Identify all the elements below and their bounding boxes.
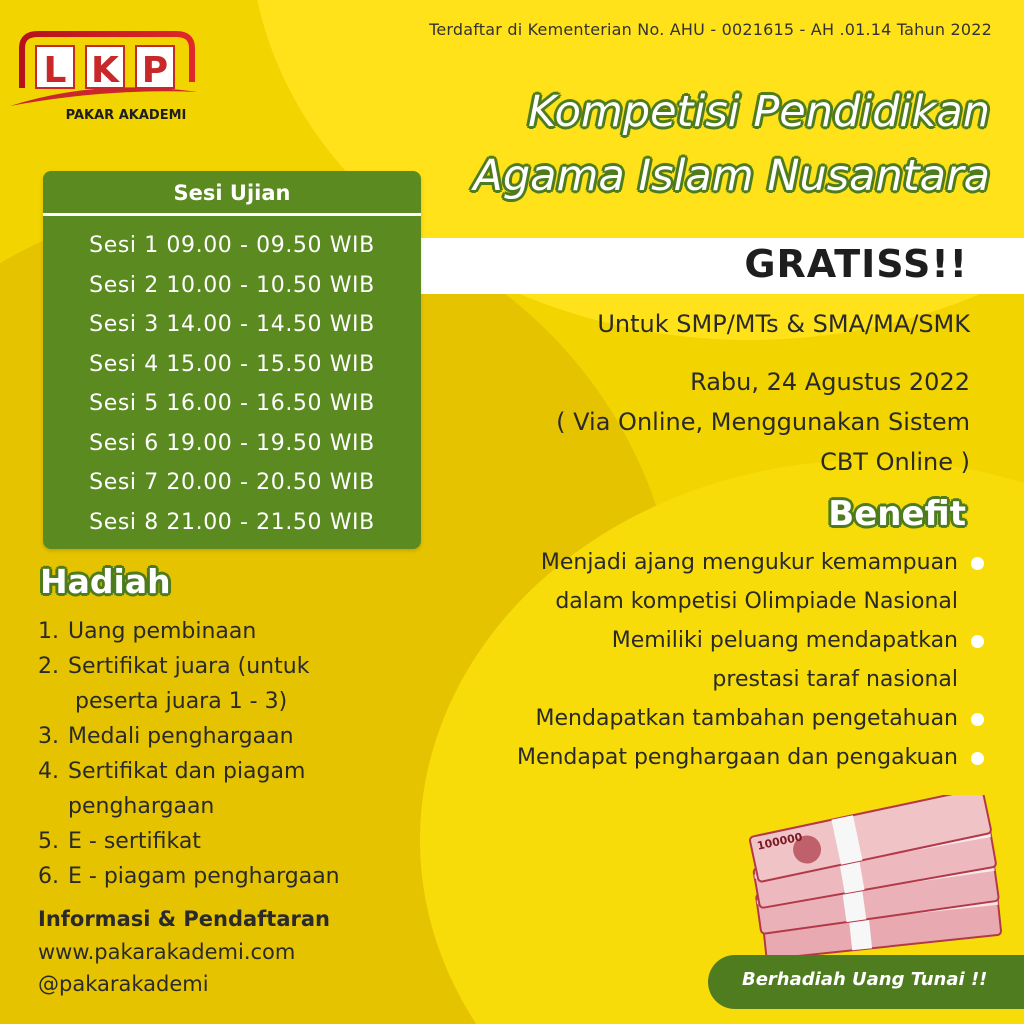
cash-prize-badge	[708, 955, 1024, 1009]
hadiah-text	[68, 649, 418, 719]
event-date: Rabu, 24 Agustus 2022	[690, 368, 970, 396]
hadiah-text-line: Sertifikat juara (untuk	[68, 654, 310, 679]
hadiah-item	[38, 754, 418, 824]
benefit-item	[430, 738, 990, 777]
hadiah-text: Medali penghargaan	[68, 724, 294, 749]
cash-prize-text: Berhadiah Uang Tunai !!	[742, 969, 988, 990]
bullet-icon	[971, 713, 984, 726]
title-line: Kompetisi Pendidikan	[527, 87, 990, 137]
money-note-value: 100000	[755, 830, 804, 853]
sesi-row: Sesi 3 14.00 - 14.50 WIB	[89, 312, 375, 337]
event-info	[430, 362, 970, 482]
gratis-text: GRATISS!!	[744, 242, 968, 286]
hadiah-item	[38, 649, 418, 719]
gratis-banner	[420, 238, 1024, 294]
sesi-row: Sesi 5 16.00 - 16.50 WIB	[89, 391, 375, 416]
benefit-item	[430, 621, 990, 699]
sesi-ujian-box	[43, 171, 421, 549]
hadiah-text-line: penghargaan	[68, 794, 215, 819]
bullet-icon	[971, 635, 984, 648]
benefit-text: Mendapatkan tambahan pengetahuan	[535, 706, 958, 731]
hadiah-number: 1.	[38, 619, 59, 644]
sesi-row: Sesi 1 09.00 - 09.50 WIB	[89, 233, 375, 258]
hadiah-text-line: peserta juara 1 - 3)	[68, 689, 288, 714]
lkp-logo	[8, 22, 203, 126]
hadiah-item	[38, 824, 418, 859]
hadiah-text	[68, 754, 418, 824]
sesi-title: Sesi Ujian	[173, 181, 291, 205]
hadiah-list	[38, 614, 418, 894]
info-heading: Informasi & Pendaftaran	[38, 907, 330, 931]
hadiah-item	[38, 859, 418, 894]
logo-subtitle: PAKAR AKADEMI	[65, 108, 187, 123]
benefit-heading: Benefit	[828, 494, 966, 534]
hadiah-number: 5.	[38, 829, 59, 854]
money-stack-image	[745, 795, 1015, 965]
bullet-icon	[971, 557, 984, 570]
hadiah-text-line: Sertifikat dan piagam	[68, 759, 306, 784]
hadiah-text: Uang pembinaan	[68, 619, 257, 644]
benefit-text: prestasi taraf nasional	[712, 667, 958, 692]
benefit-text: Memiliki peluang mendapatkan	[611, 628, 958, 653]
benefit-item	[430, 543, 990, 621]
sesi-row: Sesi 7 20.00 - 20.50 WIB	[89, 470, 375, 495]
logo-letter: K	[91, 50, 119, 91]
logo-letter: P	[141, 50, 169, 91]
title-line: Agama Islam Nusantara	[473, 151, 990, 201]
sesi-row: Sesi 6 19.00 - 19.50 WIB	[89, 430, 375, 456]
hadiah-item	[38, 719, 418, 754]
sesi-row: Sesi 4 15.00 - 15.50 WIB	[89, 351, 375, 377]
event-mode: CBT Online )	[820, 448, 970, 476]
bullet-icon	[971, 752, 984, 765]
benefit-text: Mendapat penghargaan dan pengakuan	[516, 745, 958, 770]
registration-text: Terdaftar di Kementerian No. AHU - 0021615 - AH .01.14 Tahun 2022	[429, 20, 992, 39]
benefit-text: Menjadi ajang mengukur kemampuan	[540, 550, 958, 575]
website-link[interactable]: www.pakarakademi.com	[38, 940, 296, 964]
hadiah-number: 4.	[38, 759, 59, 784]
benefit-list	[430, 543, 990, 777]
sesi-row: Sesi 8 21.00 - 21.50 WIB	[89, 509, 375, 535]
hadiah-number: 6.	[38, 864, 59, 889]
social-handle[interactable]: @pakarakademi	[38, 972, 209, 996]
competition-title	[400, 80, 990, 208]
hadiah-item	[38, 614, 418, 649]
divider	[43, 213, 421, 216]
hadiah-heading: Hadiah	[40, 562, 171, 601]
benefit-item	[430, 699, 990, 738]
hadiah-number: 3.	[38, 724, 59, 749]
hadiah-text: E - sertifikat	[68, 829, 201, 854]
hadiah-number: 2.	[38, 654, 59, 679]
audience-text: Untuk SMP/MTs & SMA/MA/SMK	[597, 310, 970, 338]
logo-letter: L	[43, 50, 67, 91]
benefit-text: dalam kompetisi Olimpiade Nasional	[555, 589, 958, 614]
event-mode: ( Via Online, Menggunakan Sistem	[556, 408, 970, 436]
hadiah-text: E - piagam penghargaan	[68, 864, 340, 889]
sesi-row: Sesi 2 10.00 - 10.50 WIB	[89, 272, 375, 298]
